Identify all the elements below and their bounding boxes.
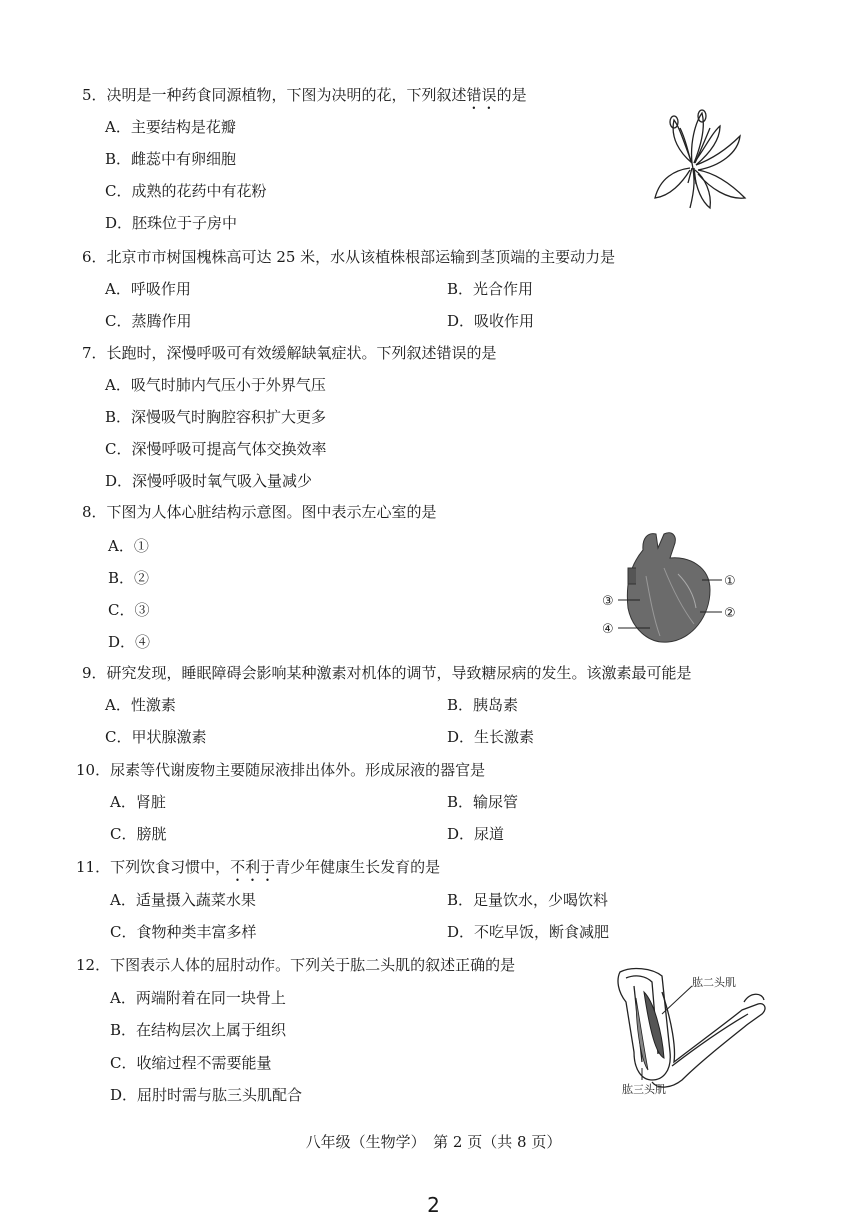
option-12d: D．屈肘时需与肱三头肌配合: [110, 1086, 303, 1104]
option-5d: D．胚珠位于子房中: [105, 214, 238, 232]
option-7c: C．深慢呼吸可提高气体交换效率: [105, 440, 327, 458]
question-6-stem: 6．北京市市树国槐株高可达 25 米，水从该植株根部运输到茎顶端的主要动力是: [82, 248, 616, 266]
heart-label-1: ①: [724, 574, 736, 589]
option-8c: C．③: [108, 601, 150, 619]
question-10-stem: 10．尿素等代谢废物主要随尿液排出体外。形成尿液的器官是: [76, 761, 486, 779]
option-5b: B．雌蕊中有卵细胞: [105, 150, 237, 168]
question-11-stem: [76, 856, 440, 885]
arm-label-biceps: 肱二头肌: [692, 976, 736, 989]
stem-text: 11．下列饮食习惯中，: [76, 858, 231, 876]
option-9a: A．性激素: [105, 696, 176, 714]
option-9d: D．生长激素: [447, 728, 535, 746]
stem-text: 青少年健康生长发育的是: [275, 858, 441, 876]
option-12a: A．两端附着在同一块骨上: [110, 989, 286, 1007]
question-7-stem: 7．长跑时，深慢呼吸可有效缓解缺氧症状。下列叙述错误的是: [82, 344, 497, 362]
option-8b: B．②: [108, 569, 150, 587]
question-12-stem: 12．下图表示人体的屈肘动作。下列关于肱二头肌的叙述正确的是: [76, 956, 516, 974]
page-number: 2: [427, 1193, 440, 1217]
option-11c: C．食物种类丰富多样: [110, 923, 257, 941]
option-6d: D．吸收作用: [447, 312, 535, 330]
stem-text: 5．决明是一种药食同源植物，下图为决明的花，下列叙述: [82, 86, 467, 104]
arm-figure: [612, 962, 772, 1097]
arm-label-triceps: 肱三头肌: [622, 1083, 666, 1096]
option-10b: B．输尿管: [447, 793, 519, 811]
option-7a: A．吸气时肺内气压小于外界气压: [105, 376, 326, 394]
option-11a: A．适量摄入蔬菜水果: [110, 891, 256, 909]
option-5a: A．主要结构是花瓣: [105, 118, 236, 136]
option-12b: B．在结构层次上属于组织: [110, 1021, 287, 1039]
option-8a: A．①: [108, 537, 149, 555]
option-7d: D．深慢呼吸时氧气吸入量减少: [105, 472, 313, 490]
option-6c: C．蒸腾作用: [105, 312, 192, 330]
heart-label-4: ④: [602, 622, 614, 637]
stem-emphasis: 不利于: [230, 858, 276, 876]
option-12c: C．收缩过程不需要能量: [110, 1054, 272, 1072]
question-9-stem: 9．研究发现，睡眠障碍会影响某种激素对机体的调节，导致糖尿病的发生。该激素最可能是: [82, 664, 692, 682]
option-9c: C．甲状腺激素: [105, 728, 207, 746]
heart-label-2: ②: [724, 606, 736, 621]
stem-emphasis: 错误: [466, 86, 497, 104]
heart-label-3: ③: [602, 594, 614, 609]
question-8-stem: 8．下图为人体心脏结构示意图。图中表示左心室的是: [82, 503, 437, 521]
option-10d: D．尿道: [447, 825, 505, 843]
option-10a: A．肾脏: [110, 793, 166, 811]
page-footer: 八年级（生物学） 第 2 页（共 8 页）: [305, 1133, 562, 1151]
option-9b: B．胰岛素: [447, 696, 519, 714]
option-11b: B．足量饮水，少喝饮料: [447, 891, 609, 909]
flower-figure: [650, 108, 755, 218]
option-6a: A．呼吸作用: [105, 280, 191, 298]
option-6b: B．光合作用: [447, 280, 534, 298]
option-8d: D．④: [108, 633, 151, 651]
question-5-stem: [82, 84, 527, 113]
option-10c: C．膀胱: [110, 825, 167, 843]
stem-text: 的是: [496, 86, 527, 104]
option-11d: D．不吃早饭，断食减肥: [447, 923, 610, 941]
option-5c: C．成熟的花药中有花粉: [105, 182, 267, 200]
option-7b: B．深慢吸气时胸腔容积扩大更多: [105, 408, 327, 426]
heart-figure: [598, 528, 748, 648]
